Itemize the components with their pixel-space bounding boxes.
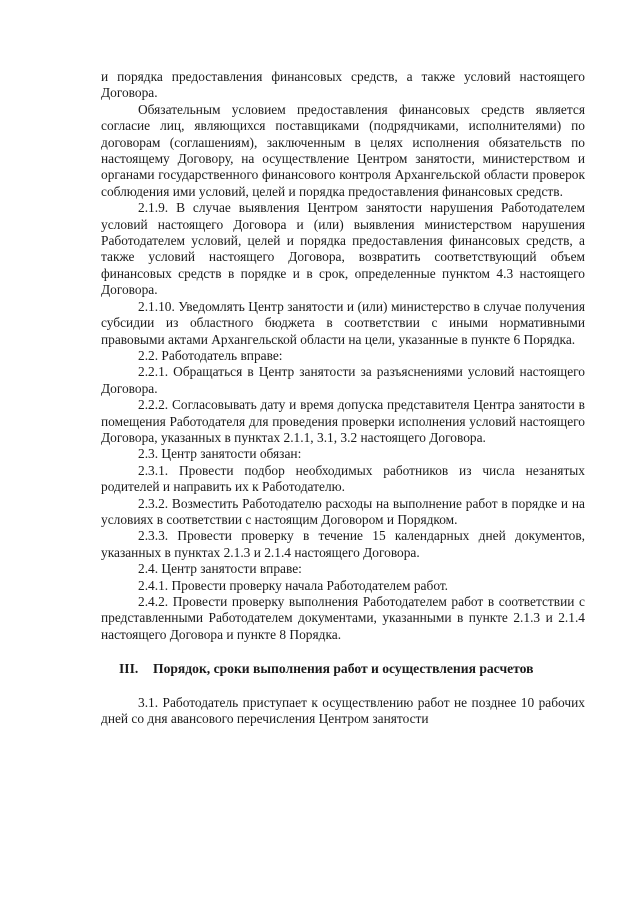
section-title: Порядок, сроки выполнения работ и осуществления расчетов bbox=[153, 661, 534, 677]
paragraph-2-4-1: 2.4.1. Провести проверку начала Работодателем работ. bbox=[138, 577, 449, 593]
section-heading bbox=[101, 661, 585, 677]
paragraph-2-4-2: 2.4.2. Провести проверку выполнения Работодателем работ в соответствии с представленными Работодателем документами, указанными в пункте 2.1.3 и 2.1.4 настоящего Договора и пункте 8 Порядка. bbox=[101, 594, 585, 642]
paragraph-2-4: 2.4. Центр занятости вправе: bbox=[138, 561, 302, 577]
paragraph-2-2: 2.2. Работодатель вправе: bbox=[138, 347, 283, 363]
paragraph-2-1-10: 2.1.10. Уведомлять Центр занятости и (или) министерство в случае получения субсидии из областного бюджета в соответствии с иными нормативными правовыми актами Архангельской области на цели, указанные в пункте 6 Порядка. bbox=[101, 298, 585, 347]
paragraph-2-3-3: 2.3.3. Провести проверку в течение 15 календарных дней документов, указанных в пунктах 2.1.3 и 2.1.4 настоящего Договора. bbox=[101, 528, 585, 560]
paragraph-2-2-2: 2.2.2. Согласовывать дату и время допуска представителя Центра занятости в помещения Работодателя для проведения проверки исполнения условий настоящего Договора, указанных в пунктах 2.1.1, 3.1, 3.2 настоящего Договора. bbox=[101, 397, 585, 445]
paragraph-continuation: и порядка предоставления финансовых средств, а также условий настоящего Договора. bbox=[101, 69, 585, 101]
paragraph-2-1-9: 2.1.9. В случае выявления Центром занятости нарушения Работодателем условий настоящего Договора и (или) выявления министерством нарушения Работодателем условий, целей и порядка предоставления финансовых средств, а также условий настоящего Договора, возвратить соответствующий объем финансовых средств в порядке и в срок, определенные пунктом 4.3 настоящего Договора. bbox=[101, 200, 585, 298]
paragraph-3-1: 3.1. Работодатель приступает к осуществлению работ не позднее 10 рабочих дней со дня авансового перечисления Центром занятости bbox=[101, 694, 585, 727]
section-number: III. bbox=[119, 661, 139, 677]
paragraph-2-3: 2.3. Центр занятости обязан: bbox=[138, 446, 302, 462]
paragraph-2-2-1: 2.2.1. Обращаться в Центр занятости за разъяснениями условий настоящего Договора. bbox=[101, 364, 585, 396]
document-body bbox=[101, 69, 585, 727]
paragraph-2-3-1: 2.3.1. Провести подбор необходимых работников из числа незанятых родителей и направить их к Работодателю. bbox=[101, 462, 585, 495]
paragraph-2-3-2: 2.3.2. Возместить Работодателю расходы на выполнение работ в порядке и на условиях в соответствии с настоящим Договором и Порядком. bbox=[101, 495, 585, 527]
paragraph-mandatory-condition: Обязательным условием предоставления финансовых средств является согласие лиц, являющихся поставщиками (подрядчиками, исполнителями) по договорам (соглашениям), заключенным в целях исполнения обязательств по настоящему Договору, на осуществление Центром занятости, министерством и органами государственного финансового контроля Архангельской области проверок соблюдения ими условий, целей и порядка предоставления финансовых средств. bbox=[101, 101, 585, 199]
